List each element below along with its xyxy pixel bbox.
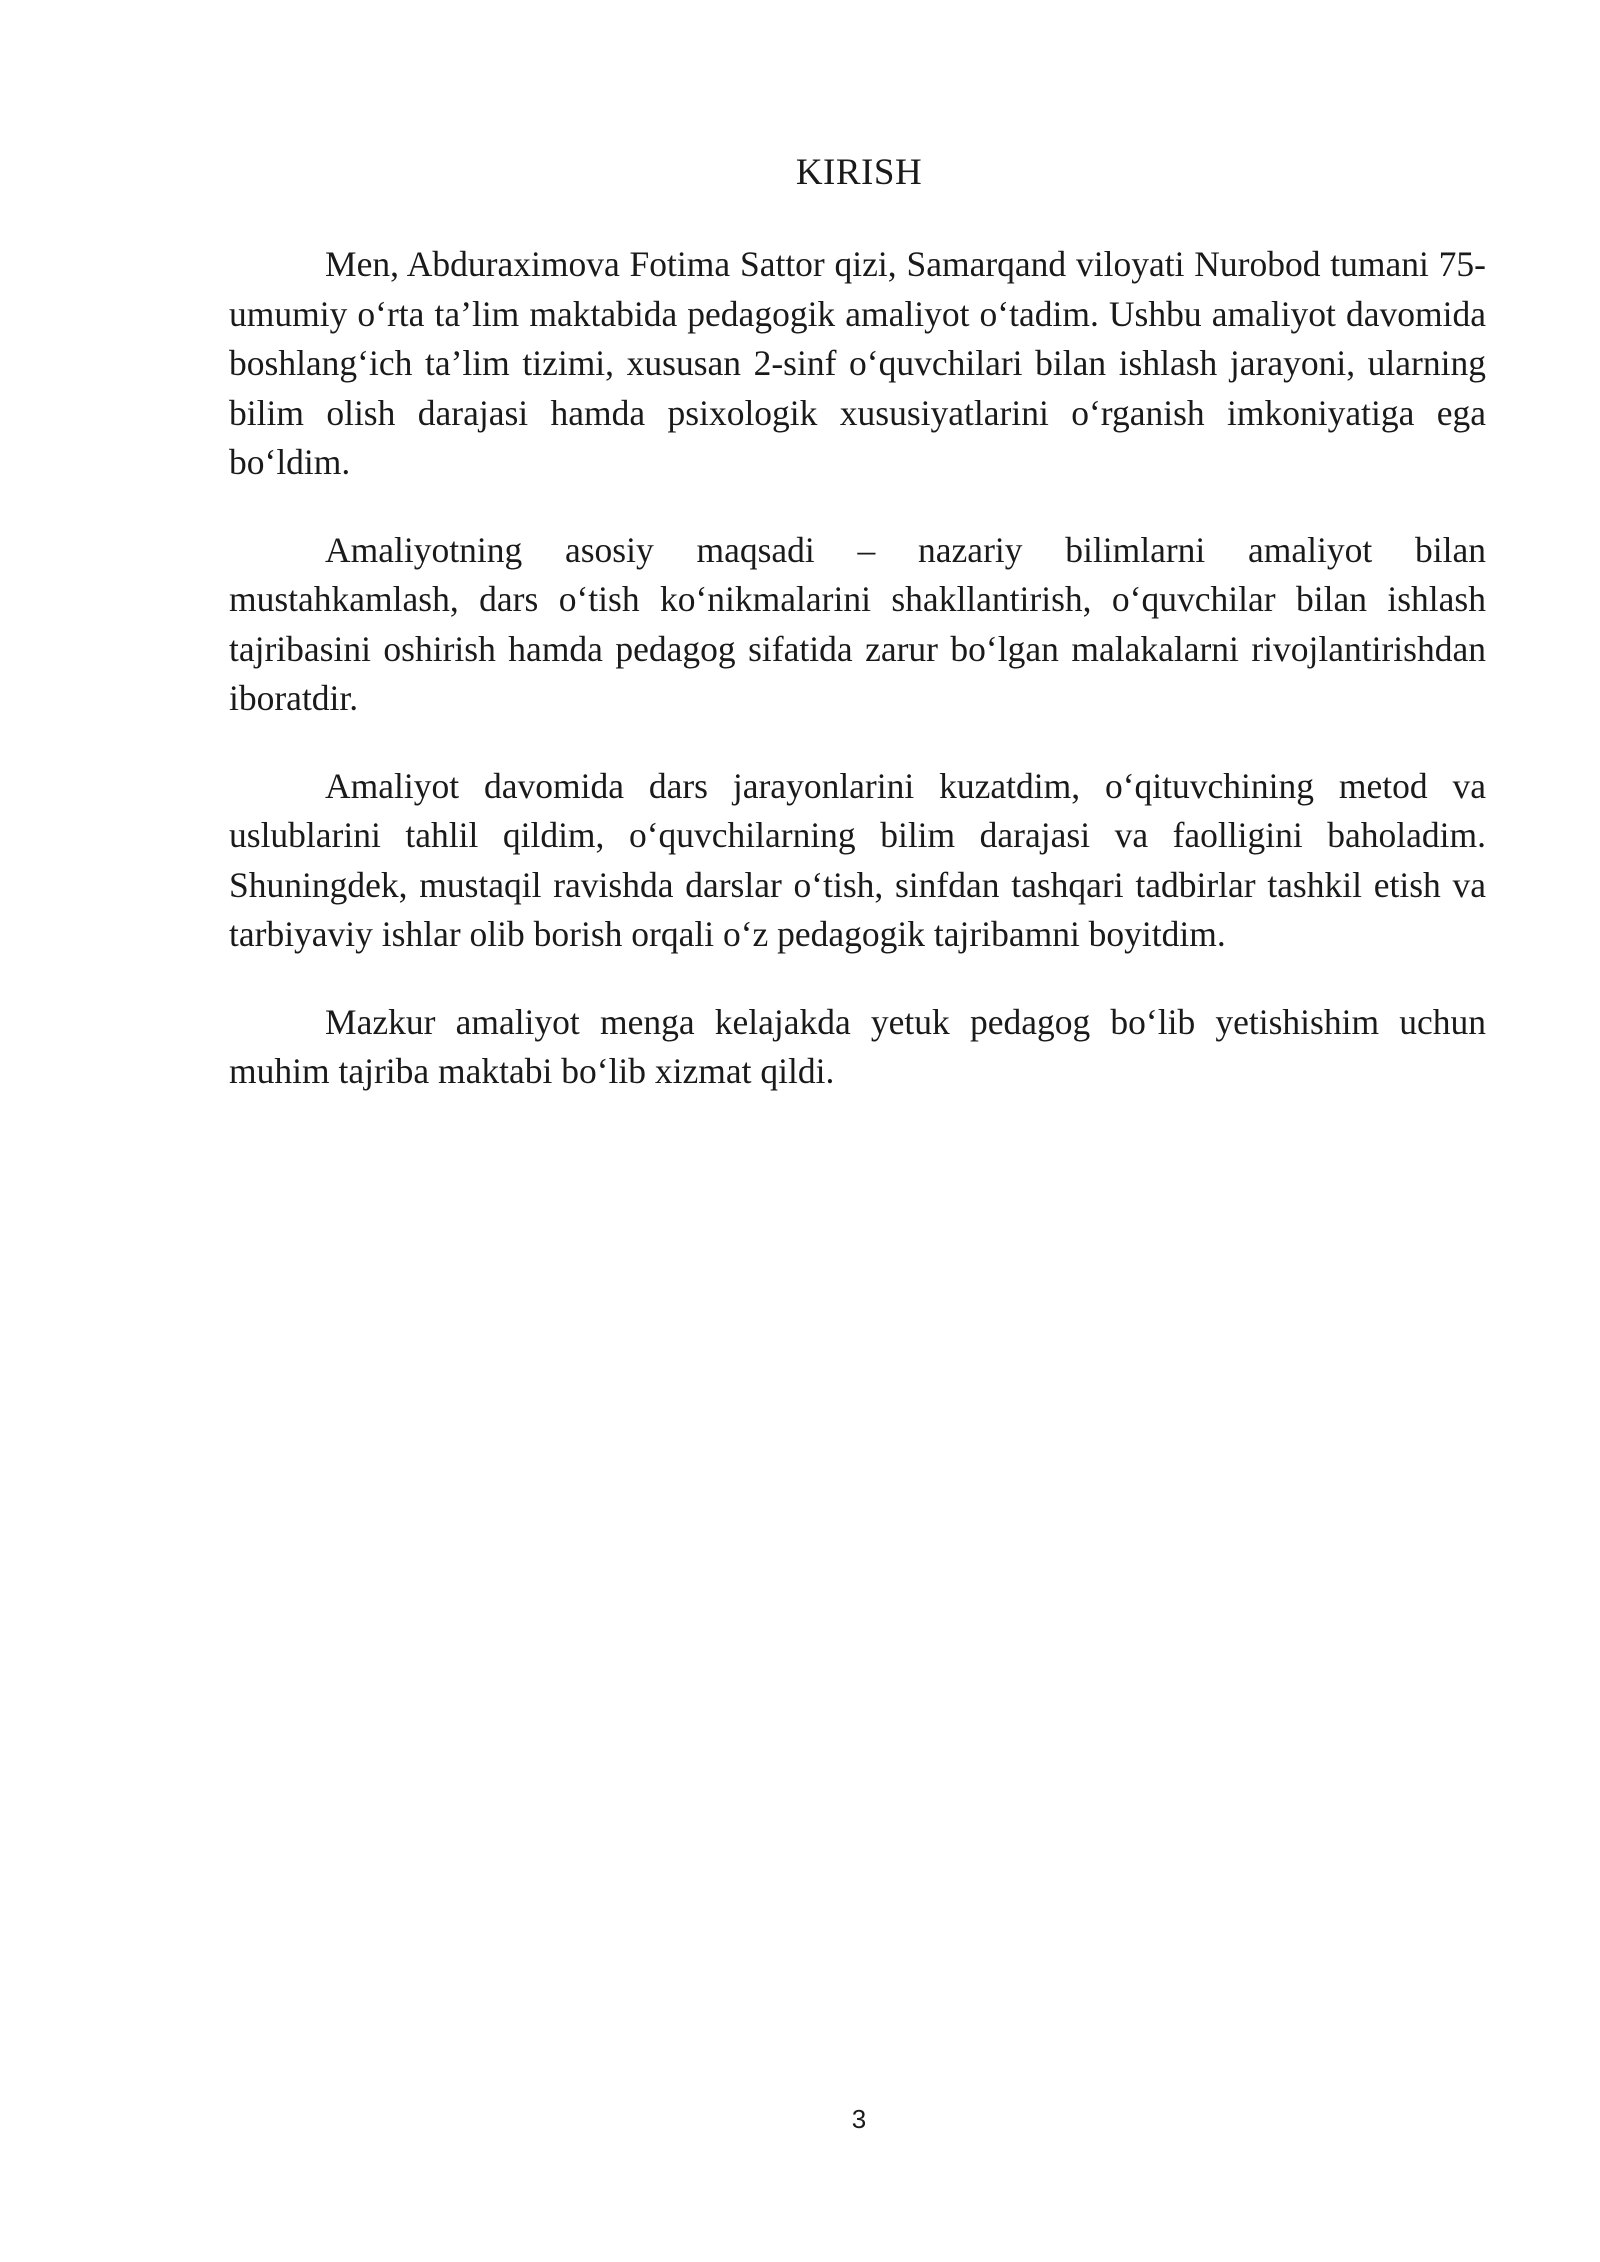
document-body — [229, 240, 1486, 1135]
paragraph-1: Men, Abduraximova Fotima Sattor qizi, Samarqand viloyati Nurobod tumani 75-umumiy o‘rta ta’lim maktabida pedagogik amaliyot o‘tadim. Ushbu amaliyot davomida boshlang‘ich ta’lim tizimi, xususan 2-sinf o‘quvchilari bilan ishlash jarayoni, ularning bilim olish darajasi hamda psixologik xususiyatlarini o‘rganish imkoniyatiga ega bo‘ldim. — [229, 244, 1486, 482]
paragraph-3: Amaliyot davomida dars jarayonlarini kuzatdim, o‘qituvchining metod va uslublarini tahlil qildim, o‘quvchilarning bilim darajasi va faolligini baholadim. Shuningdek, mustaqil ravishda darslar o‘tish, sinfdan tashqari tadbirlar tashkil etish va tarbiyaviy ishlar olib borish orqali o‘z pedagogik tajribamni boyitdim. — [229, 765, 1486, 954]
paragraph-2: Amaliyotning asosiy maqsadi – nazariy bilimlarni amaliyot bilan mustahkamlash, dars o‘tish ko‘nikmalarini shakllantirish, o‘quvchilar bilan ishlash tajribasini oshirish hamda pedagog sifatida zarur bo‘lgan malakalarni rivojlantirishdan iboratdir. — [229, 529, 1486, 718]
page-number: 3 — [851, 2104, 867, 2134]
page-title: KIRISH — [795, 152, 923, 193]
paragraph-4: Mazkur amaliyot menga kelajakda yetuk pedagog bo‘lib yetishishim uchun muhim tajriba maktabi bo‘lib xizmat qildi. — [229, 1001, 1486, 1091]
